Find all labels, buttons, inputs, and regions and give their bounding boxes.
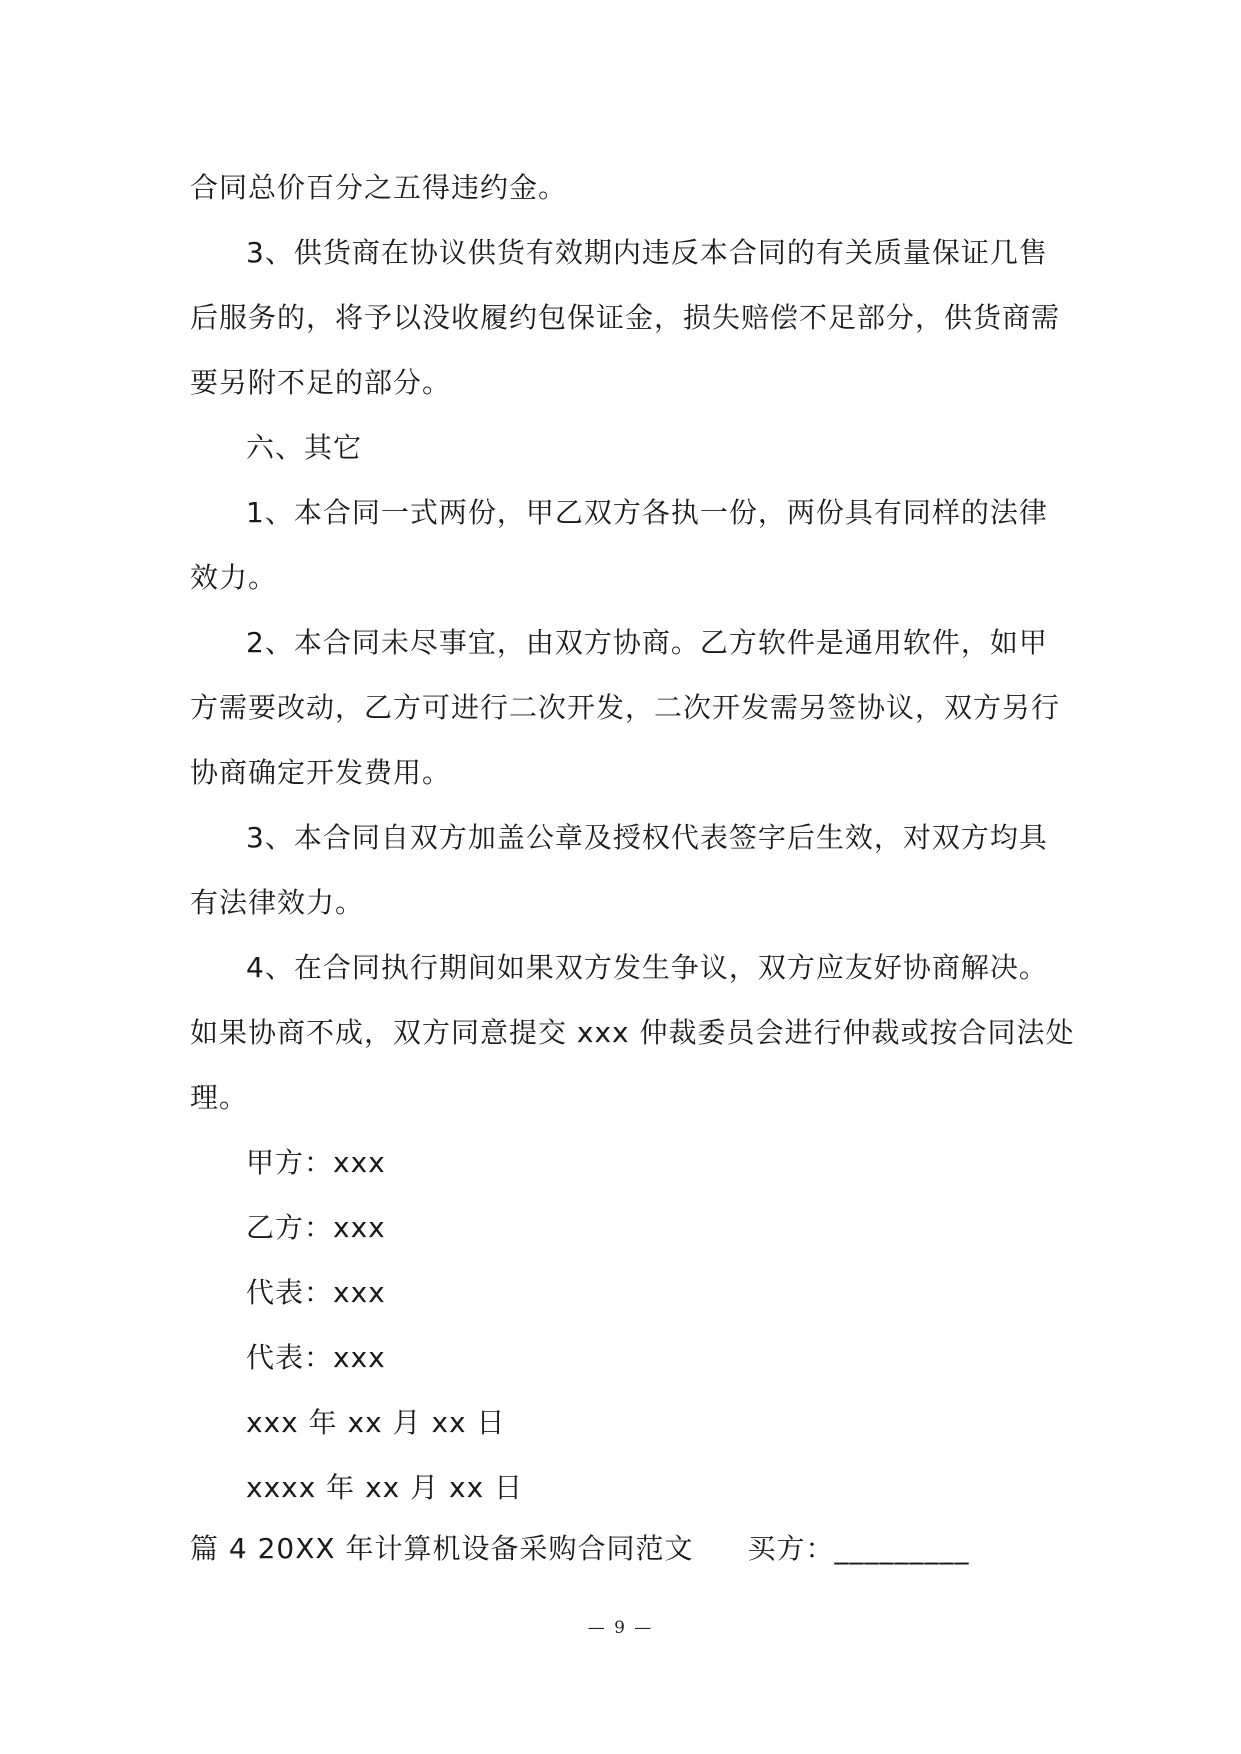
- representative-line: 代表：xxx: [246, 1276, 386, 1309]
- text-line: 3、本合同自双方加盖公章及授权代表签字后生效，对双方均具: [246, 821, 1048, 854]
- party-a-line: 甲方：xxx: [246, 1146, 386, 1179]
- date-line: xxx 年 xx 月 xx 日: [246, 1406, 506, 1439]
- text-line: 4、在合同执行期间如果双方发生争议，双方应友好协商解决。: [246, 951, 1048, 984]
- document-body: [190, 155, 1075, 1520]
- text-line: 有法律效力。: [190, 886, 365, 919]
- text-line: 合同总价百分之五得违约金。: [190, 171, 568, 204]
- text-line: 要另附不足的部分。: [190, 366, 452, 399]
- text-line: 方需要改动，乙方可进行二次开发，二次开发需另签协议，双方另行: [190, 691, 1061, 724]
- party-b-line: 乙方：xxx: [246, 1211, 386, 1244]
- page-number: — 9 —: [587, 1618, 654, 1638]
- text-line: 效力。: [190, 561, 278, 594]
- next-section-heading: [190, 1527, 970, 1571]
- buyer-label: 买方：_________: [747, 1532, 970, 1565]
- date-line: xxxx 年 xx 月 xx 日: [246, 1471, 524, 1504]
- text-line: 2、本合同未尽事宜，由双方协商。乙方软件是通用软件，如甲: [246, 626, 1048, 659]
- text-line: 3、供货商在协议供货有效期内违反本合同的有关质量保证几售: [246, 236, 1048, 269]
- text-line: 后服务的，将予以没收履约包保证金，损失赔偿不足部分，供货商需: [190, 301, 1061, 334]
- next-section-title: 篇 4 20XX 年计算机设备采购合同范文: [190, 1532, 694, 1565]
- text-line: 1、本合同一式两份，甲乙双方各执一份，两份具有同样的法律: [246, 496, 1048, 529]
- text-line: 如果协商不成，双方同意提交 xxx 仲裁委员会进行仲裁或按合同法处: [190, 1016, 1075, 1049]
- section-heading: 六、其它: [246, 431, 363, 464]
- text-line: 理。: [190, 1081, 249, 1114]
- text-line: 协商确定开发费用。: [190, 756, 452, 789]
- representative-line: 代表：xxx: [246, 1341, 386, 1374]
